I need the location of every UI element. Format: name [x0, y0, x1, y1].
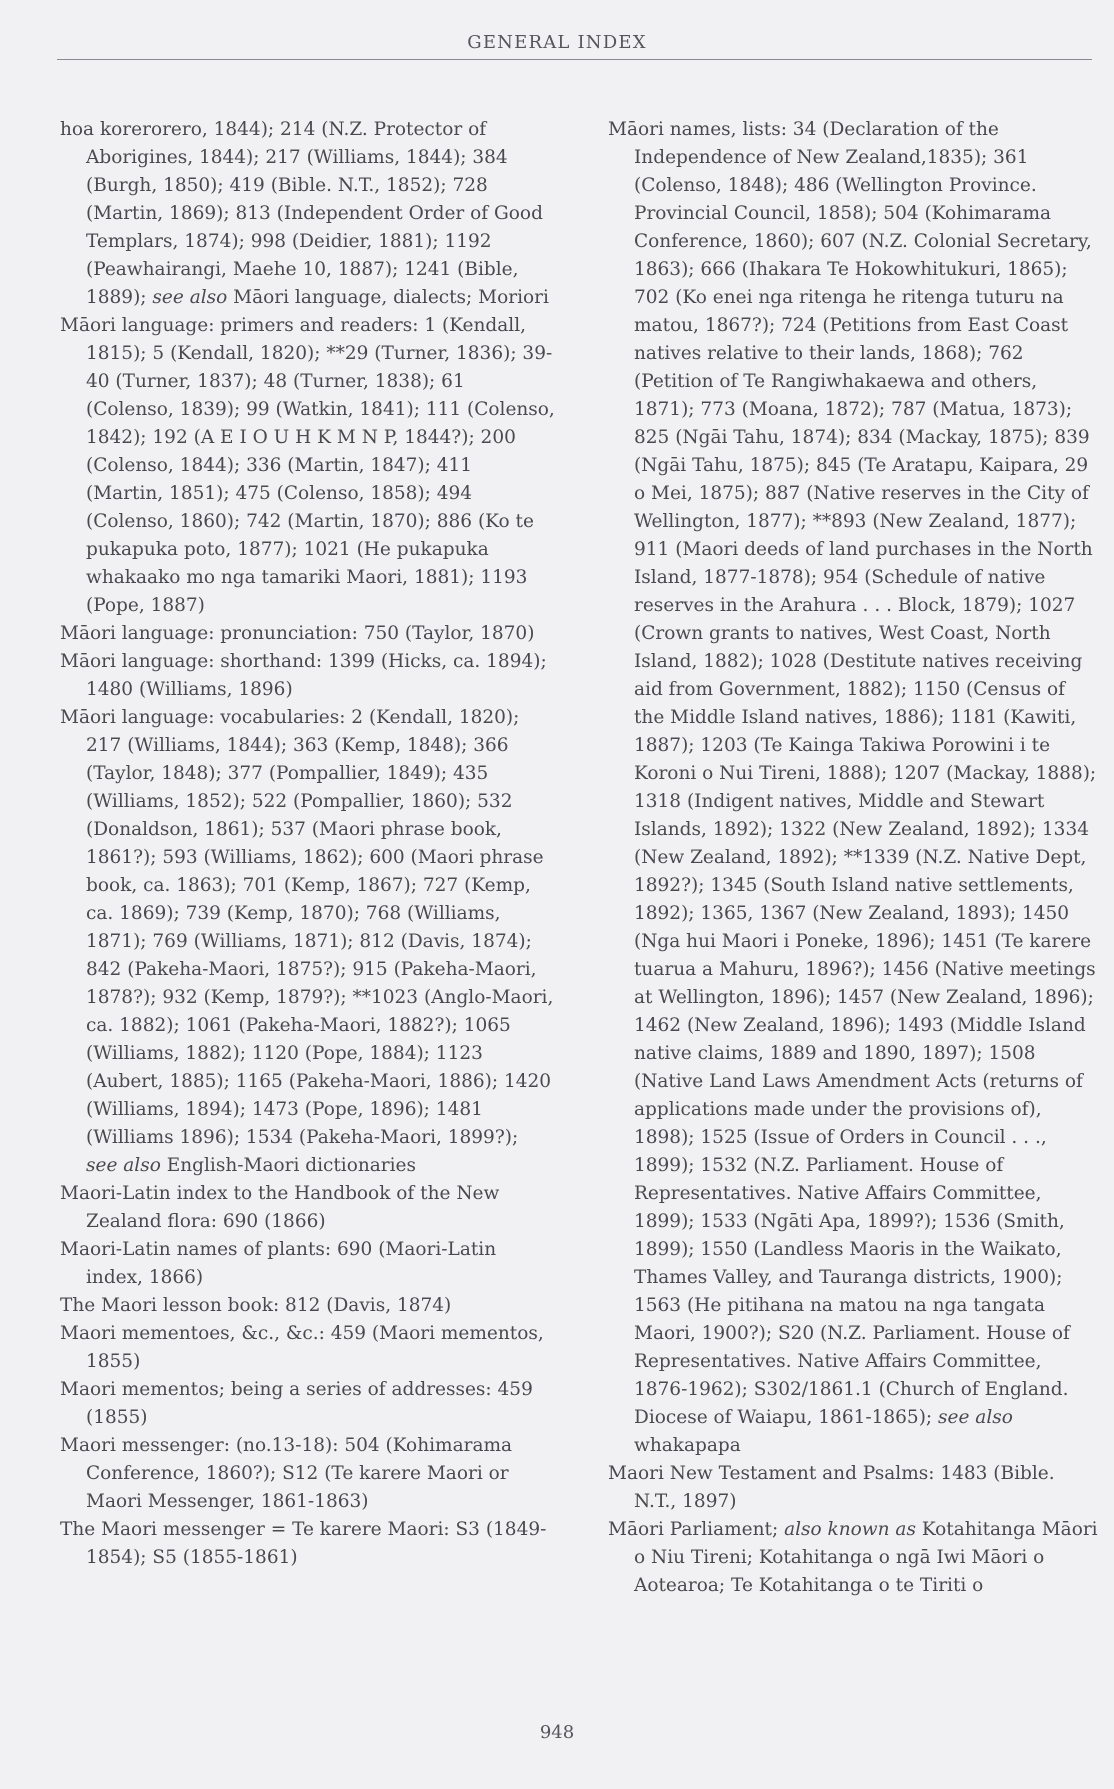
cross-reference-label: see also: [86, 1155, 161, 1176]
index-entry-text: Kotahitanga Māori o Niu Tireni; Kotahitanga o ngā Iwi Māori o Aotearoa; Te Kotahitanga o te Tiriti o: [634, 1519, 1098, 1596]
index-entry-text: The Maori messenger = Te karere Maori: S3 (1849-1854); S5 (1855-1861): [60, 1519, 547, 1568]
index-entry: [60, 312, 555, 620]
page-number: 948: [539, 1722, 575, 1743]
index-entry-text: Maori messenger: (no.13-18): 504 (Kohimarama Conference, 1860?); S12 (Te karere Maori or Maori Messenger, 1861-1863): [60, 1435, 513, 1512]
index-entry: [60, 1432, 555, 1516]
index-entry: [60, 1180, 555, 1236]
index-entry-text: Maori-Latin index to the Handbook of the New Zealand flora: 690 (1866): [60, 1183, 500, 1232]
index-entry: [60, 1320, 555, 1376]
index-entry-text: Maori New Testament and Psalms: 1483 (Bible. N.T., 1897): [608, 1463, 1055, 1512]
cross-reference-label: see also: [152, 287, 228, 308]
index-entry: [60, 116, 555, 312]
index-entry: [608, 1460, 1098, 1516]
index-entry-text: Māori language: vocabularies: 2 (Kendall, 1820); 217 (Williams, 1844); 363 (Kemp, 1848); 366 (Taylor, 1848); 377 (Pompallier, 1849); 435 (Williams, 1852); 522 (Pompallier, 1860); 532 (Donaldson, 1861); 537 (Maori phrase book, 1861?); 593 (Williams, 1862); 600 (Maori phrase book, ca. 1863); 701 (Kemp, 1867); 727 (Kemp, ca. 1869); 739 (Kemp, 1870); 768 (Williams, 1871); 769 (Williams, 1871); 812 (Davis, 1874); 842 (Pakeha-Maori, 1875?); 915 (Pakeha-Maori, 1878?); 932 (Kemp, 1879?); **1023 (Anglo-Maori, ca. 1882); 1061 (Pakeha-Maori, 1882?); 1065 (Williams, 1882); 1120 (Pope, 1884); 1123 (Aubert, 1885); 1165 (Pakeha-Maori, 1886); 1420 (Williams, 1894); 1473 (Pope, 1896); 1481 (Williams 1896); 1534 (Pakeha-Maori, 1899?);: [60, 707, 554, 1148]
index-entry: [60, 1236, 555, 1292]
index-entry-text: Māori names, lists: 34 (Declaration of the Independence of New Zealand,1835); 361 (Colenso, 1848); 486 (Wellington Province. Provincial Council, 1858); 504 (Kohimarama Conference, 1860); 607 (N.Z. Colonial Secretary, 1863); 666 (Ihakara Te Hokowhitukuri, 1865); 702 (Ko enei nga ritenga he ritenga tuturu na matou, 1867?); 724 (Petitions from East Coast natives relative to their lands, 1868); 762 (Petition of Te Rangiwhakaewa and others, 1871); 773 (Moana, 1872); 787 (Matua, 1873); 825 (Ngāi Tahu, 1874); 834 (Mackay, 1875); 839 (Ngāi Tahu, 1875); 845 (Te Aratapu, Kaipara, 29 o Mei, 1875); 887 (Native reserves in the City of Wellington, 1877); **893 (New Zealand, 1877); 911 (Maori deeds of land purchases in the North Island, 1877-1878); 954 (Schedule of native reserves in the Arahura . . . Block, 1879); 1027 (Crown grants to natives, West Coast, North Island, 1882); 1028 (Destitute natives receiving aid from Government, 1882); 1150 (Census of the Middle Island natives, 1886); 1181 (Kawiti, 1887); 1203 (Te Kainga Takiwa Porowini i te Koroni o Nui Tireni, 1888); 1207 (Mackay, 1888); 1318 (Indigent natives, Middle and Stewart Islands, 1892); 1322 (New Zealand, 1892); 1334 (New Zealand, 1892); **1339 (N.Z. Native Dept, 1892?); 1345 (South Island native settlements, 1892); 1365, 1367 (New Zealand, 1893); 1450 (Nga hui Maori i Poneke, 1896); 1451 (Te karere tuarua a Mahuru, 1896?); 1456 (Native meetings at Wellington, 1896); 1457 (New Zealand, 1896); 1462 (New Zealand, 1896); 1493 (Middle Island native claims, 1889 and 1890, 1897); 1508 (Native Land Laws Amendment Acts (returns of applications made under the provisions of), 1898); 1525 (Issue of Orders in Council . . ., 1899); 1532 (N.Z. Parliament. House of Representatives. Native Affairs Committee, 1899); 1533 (Ngāti Apa, 1899?); 1536 (Smith, 1899); 1550 (Landless Maoris in the Waikato, Thames Valley, and Tauranga districts, 1900); 1563 (He pitihana na matou na nga tangata Maori, 1900?); S20 (N.Z. Parliament. House of Representatives. Native Affairs Committee, 1876-1962); S302/1861.1 (Church of England. Diocese of Waiapu, 1861-1865);: [608, 119, 1097, 1428]
index-entry: [60, 620, 555, 648]
index-entry: [60, 1516, 555, 1572]
index-entry-text: Māori language, dialects; Moriori: [227, 287, 549, 308]
cross-reference-label: also known as: [784, 1519, 916, 1540]
index-entry-text: Māori language: primers and readers: 1 (Kendall, 1815); 5 (Kendall, 1820); **29 (Turner, 1836); 39-40 (Turner, 1837); 48 (Turner, 1838); 61 (Colenso, 1839); 99 (Watkin, 1841); 111 (Colenso, 1842); 192 (A E I O U H K M N P, 1844?); 200 (Colenso, 1844); 336 (Martin, 1847); 411 (Martin, 1851); 475 (Colenso, 1858); 494 (Colenso, 1860); 742 (Martin, 1870); 886 (Ko te pukapuka poto, 1877); 1021 (He pukapuka whakaako mo nga tamariki Maori, 1881); 1193 (Pope, 1887): [60, 315, 555, 616]
index-entry-text: Maori mementoes, &c., &c.: 459 (Maori mementos, 1855): [60, 1323, 544, 1372]
index-entry: [60, 648, 555, 704]
index-entry: [60, 1292, 555, 1320]
index-entry: [60, 1376, 555, 1432]
index-entry-text: Māori language: pronunciation: 750 (Taylor, 1870): [60, 623, 535, 644]
index-entry-text: Māori language: shorthand: 1399 (Hicks, ca. 1894); 1480 (Williams, 1896): [60, 651, 547, 700]
index-entry-text: English-Maori dictionaries: [160, 1155, 417, 1176]
index-entry: [608, 116, 1098, 1460]
index-entry-text: whakapapa: [634, 1435, 741, 1456]
index-column-right: [608, 116, 1098, 1600]
index-entry: [608, 1516, 1098, 1600]
index-entry-text: Maori mementos; being a series of addresses: 459 (1855): [60, 1379, 533, 1428]
running-header: GENERAL INDEX: [467, 32, 647, 53]
index-entry-text: Maori-Latin names of plants: 690 (Maori-Latin index, 1866): [60, 1239, 497, 1288]
index-entry-text: The Maori lesson book: 812 (Davis, 1874): [60, 1295, 452, 1316]
cross-reference-label: see also: [938, 1407, 1013, 1428]
index-entry-text: hoa korerorero, 1844); 214 (N.Z. Protector of Aborigines, 1844); 217 (Williams, 1844); 384 (Burgh, 1850); 419 (Bible. N.T., 1852); 728 (Martin, 1869); 813 (Independent Order of Good Templars, 1874); 998 (Deidier, 1881); 1192 (Peawhairangi, Maehe 10, 1887); 1241 (Bible, 1889);: [60, 119, 543, 308]
index-entry-text: Māori Parliament;: [608, 1519, 785, 1540]
index-entry: [60, 704, 555, 1180]
header-rule: [57, 59, 1092, 60]
index-column-left: [60, 116, 555, 1572]
